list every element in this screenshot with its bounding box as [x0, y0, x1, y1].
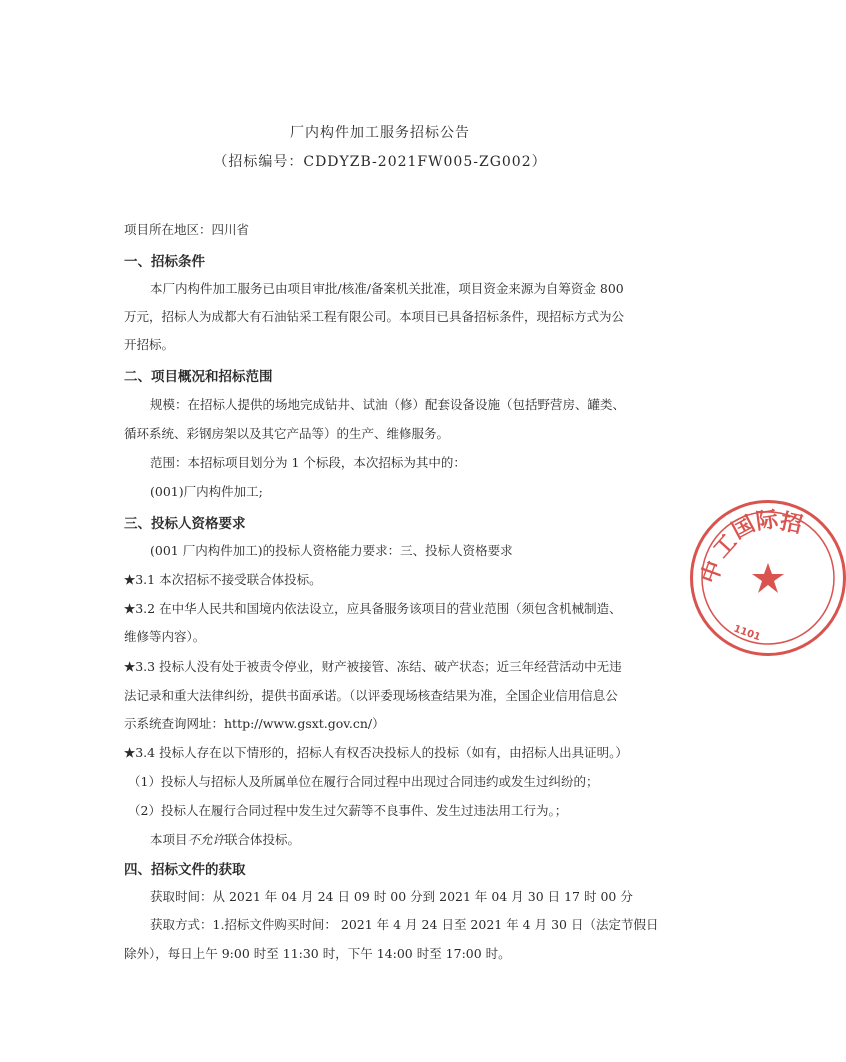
seal-char: 际	[754, 507, 780, 535]
section-1-para-line-3: 开招标。	[124, 337, 175, 352]
section-3-heading: 三、投标人资格要求	[124, 516, 246, 532]
seal-char: 国	[728, 511, 760, 545]
tender-code: （招标编号：CDDYZB-2021FW005-ZG002）	[213, 154, 547, 170]
section-2-scale-line-1: 规模：在招标人提供的场地完成钻井、试油（修）配套设备设施（包括野营房、罐类、	[150, 397, 626, 412]
document-title: 厂内构件加工服务招标公告	[290, 125, 470, 141]
acquisition-method-line-2: 除外），每日上午 9:00 时至 11:30 时，下午 14:00 时至 17:00 时。	[124, 946, 511, 961]
company-seal	[690, 500, 846, 656]
seal-char: 招	[777, 509, 805, 539]
requirement-3-1: ★3.1 本次招标不接受联合体投标。	[124, 572, 322, 587]
requirement-3-4-item-1: （1）投标人与招标人及所属单位在履行合同过程中出现过合同违约或发生过纠纷的；	[128, 774, 599, 789]
section-1-para-line-2: 万元，招标人为成都大有石油钻采工程有限公司。本项目已具备招标条件，现招标方式为公	[124, 309, 625, 324]
section-4-heading: 四、招标文件的获取	[124, 862, 246, 878]
requirement-3-4: ★3.4 投标人存在以下情形的，招标人有权否决投标人的投标（如有，由招标人出具证明。）	[124, 745, 628, 760]
consortium-note: 本项目不允许联合体投标。	[150, 832, 301, 847]
section-2-range: 范围：本招标项目划分为 1 个标段，本次招标为其中的：	[150, 455, 466, 470]
requirement-3-3-cont-1: 法记录和重大法律纠纷，提供书面承诺。（以评委现场核查结果为准，全国企业信用信息公	[124, 688, 618, 703]
requirement-3-2: ★3.2 在中华人民共和国境内依法设立，应具备服务该项目的营业范围（须包含机械制造、	[124, 601, 622, 616]
seal-number: 1101	[731, 623, 762, 644]
requirement-3-2-cont: 维修等内容）。	[124, 629, 206, 644]
seal-char: 中	[697, 557, 729, 588]
star-icon: ★	[124, 601, 136, 616]
requirement-3-3: ★3.3 投标人没有处于被责令停业，财产被接管、冻结、破产状态；近三年经营活动中无违	[124, 659, 622, 674]
section-2-scale-line-2: 循环系统、彩钢房架以及其它产品等）的生产、维修服务。	[124, 426, 450, 441]
section-1-para-line-1: 本厂内构件加工服务已由项目审批/核准/备案机关批准，项目资金来源为自筹资金 800	[150, 281, 624, 296]
seal-char: 工	[708, 529, 743, 564]
section-2-heading: 二、项目概况和招标范围	[124, 369, 273, 385]
acquisition-time: 获取时间：从 2021 年 04 月 24 日 09 时 00 分到 2021 年 04 月 30 日 17 时 00 分	[150, 889, 633, 904]
requirement-3-3-cont-2: 示系统查询网址：http://www.gsxt.gov.cn/）	[124, 716, 385, 731]
seal-graphic	[693, 503, 843, 653]
acquisition-method-line-1: 获取方式：1.招标文件购买时间： 2021 年 4 月 24 日至 2021 年 4 月 30 日（法定节假日	[150, 917, 659, 932]
star-icon: ★	[124, 572, 136, 587]
requirement-3-4-item-2: （2）投标人在履行合同过程中发生过欠薪等不良事件、发生过违法用工行为。；	[128, 803, 568, 818]
section-1-heading: 一、招标条件	[124, 254, 205, 270]
section-2-lot: (001)厂内构件加工;	[150, 484, 263, 499]
project-region: 项目所在地区：四川省	[124, 222, 250, 237]
star-icon: ★	[124, 659, 136, 674]
star-icon: ★	[124, 745, 136, 760]
seal-star-icon	[752, 563, 784, 593]
section-3-intro: (001 厂内构件加工)的投标人资格能力要求：三、投标人资格要求	[150, 543, 513, 558]
